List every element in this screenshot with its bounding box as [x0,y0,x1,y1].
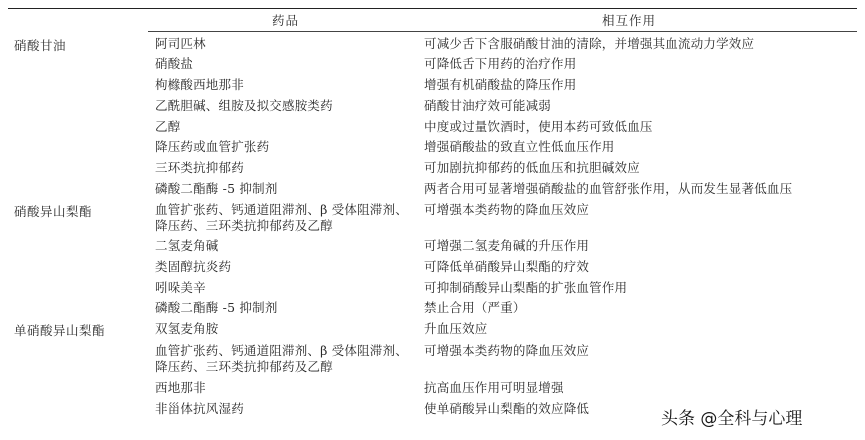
row-drug: 阿司匹林 [155,36,206,51]
row-interaction: 可降低单硝酸异山梨酯的疗效 [424,259,590,274]
row-drug: 非甾体抗风湿药 [155,401,244,416]
row-interaction: 可加剧抗抑郁药的低血压和抗胆碱效应 [424,160,640,175]
row-interaction: 可降低舌下用药的治疗作用 [424,56,577,71]
row-drug-continued: 降压药、三环类抗抑郁药及乙醇 [155,359,333,374]
row-interaction: 抗高血压作用可明显增强 [424,380,564,395]
row-drug: 二氢麦角碱 [155,238,219,253]
row-interaction: 使单硝酸异山梨酯的效应降低 [424,401,590,416]
row-drug: 乙酰胆碱、组胺及拟交感胺类药 [155,98,333,113]
row-drug: 硝酸盐 [155,56,194,71]
row-interaction: 升血压效应 [424,321,488,336]
row-interaction: 增强有机硝酸盐的降压作用 [424,77,577,92]
watermark: 头条 @全科与心理 [661,409,803,429]
row-interaction: 可增强本类药物的降血压效应 [424,202,590,217]
group-label-isosorbide-dinitrate: 硝酸异山梨酯 [14,204,93,219]
row-drug: 血管扩张药、钙通道阻滞剂、β 受体阻滞剂、 [155,343,408,358]
row-drug: 乙醇 [155,119,181,134]
row-interaction: 中度或过量饮酒时，使用本药可致低血压 [424,119,653,134]
row-interaction: 可增强二氢麦角碱的升压作用 [424,238,590,253]
row-drug: 降压药或血管扩张药 [155,139,270,154]
row-drug: 吲哚美辛 [155,280,206,295]
row-interaction: 可增强本类药物的降血压效应 [424,343,590,358]
row-drug: 枸橼酸西地那非 [155,77,244,92]
row-drug: 血管扩张药、钙通道阻滞剂、β 受体阻滞剂、 [155,202,408,217]
row-interaction: 可抑制硝酸异山梨酯的扩张血管作用 [424,280,628,295]
group-label-isosorbide-mononitrate: 单硝酸异山梨酯 [14,323,106,338]
table-top-rule [8,8,857,9]
row-drug: 磷酸二酯酶 -5 抑制剂 [155,181,278,196]
row-drug: 西地那非 [155,380,206,395]
row-interaction: 可减少舌下含服硝酸甘油的清除，并增强其血流动力学效应 [424,36,755,51]
row-interaction: 禁止合用（严重） [424,300,526,315]
row-drug: 磷酸二酯酶 -5 抑制剂 [155,300,278,315]
header-interaction: 相互作用 [602,13,657,28]
row-drug: 类固醇抗炎药 [155,259,232,274]
row-interaction: 增强硝酸盐的致直立性低血压作用 [424,139,615,154]
row-drug-continued: 降压药、三环类抗抑郁药及乙醇 [155,218,333,233]
row-drug: 双氢麦角胺 [155,321,219,336]
row-drug: 三环类抗抑郁药 [155,160,244,175]
table-header-rule [148,31,857,32]
row-interaction: 两者合用可显著增强硝酸盐的血管舒张作用，从而发生显著低血压 [424,181,793,196]
row-interaction: 硝酸甘油疗效可能减弱 [424,98,552,113]
header-drug: 药品 [272,13,300,28]
group-label-nitroglycerin: 硝酸甘油 [14,38,67,53]
